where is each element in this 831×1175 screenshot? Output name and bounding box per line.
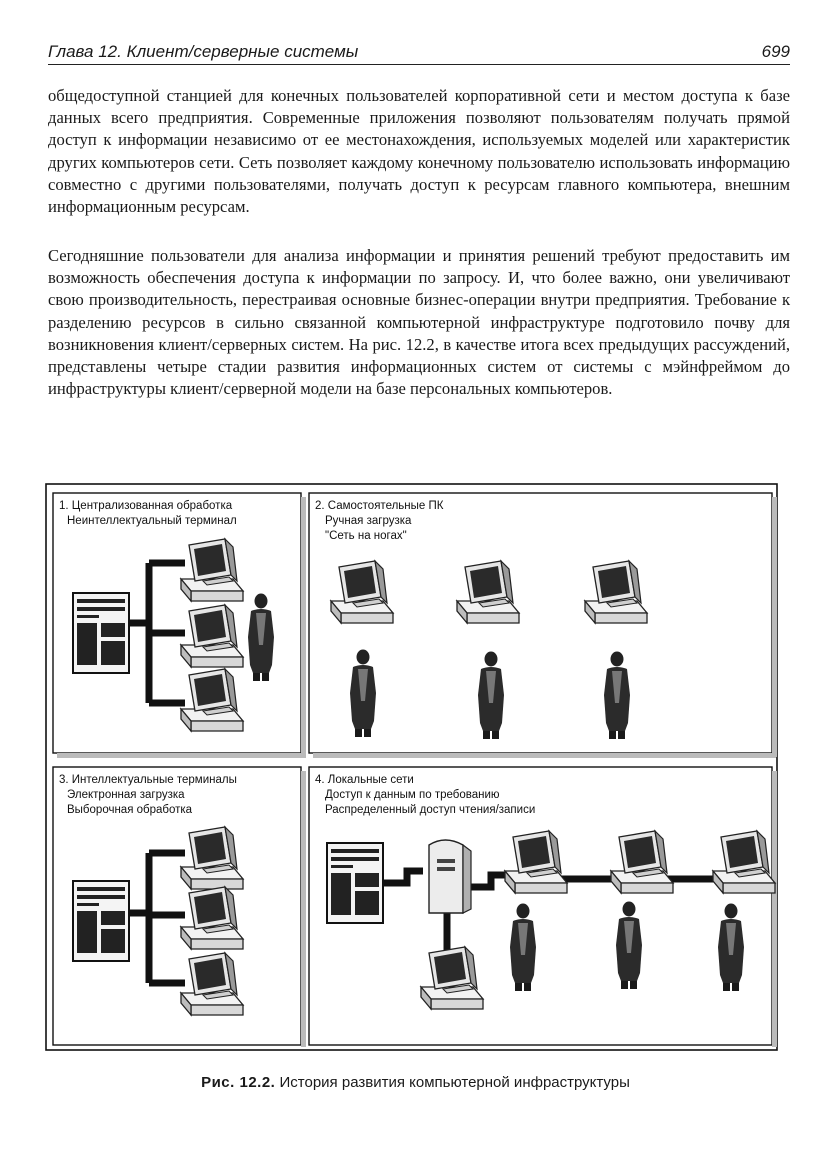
caption-label: Рис. 12.2.	[201, 1074, 276, 1091]
panel-1	[53, 493, 306, 758]
page-number: 699	[761, 42, 790, 61]
panel-2-title: 2. Самостоятельные ПК	[315, 500, 444, 512]
panel-2-note: "Сеть на ногах"	[325, 530, 407, 542]
panel-4-subtitle: Доступ к данным по требованию	[325, 789, 500, 801]
panel-3-note: Выборочная обработка	[67, 804, 193, 816]
panel-3-subtitle: Электронная загрузка	[67, 789, 185, 801]
panel-3-title: 3. Интеллектуальные терминалы	[59, 774, 237, 786]
panel-1-title: 1. Централизованная обработка	[59, 500, 233, 512]
figure-caption	[0, 1074, 831, 1091]
panel-2-subtitle: Ручная загрузка	[325, 515, 412, 527]
chapter-title: Глава 12. Клиент/серверные системы	[48, 42, 359, 61]
caption-text: История развития компьютерной инфраструктуры	[279, 1074, 630, 1091]
paragraph-2: Сегодняшние пользователи для анализа информации и принятия решений требуют предоставить им возможность обеспечения доступа к информации по запросу. И, что более важно, они увеличивают свою производительность, перестраивая основные бизнес-операции внутри предприятия. Требование к разделению ресурсов в сильно связанной компьютерной инфраструктуре подготовило почву для возникновения клиент/серверных систем. На рис. 12.2, в качестве итога всех предыдущих рассуждений, представлены четыре стадии развития информационных систем от системы с мэйнфреймом до инфраструктуры клиент/серверной модели на базе персональных компьютеров.	[48, 246, 790, 399]
figure-12-2	[45, 483, 778, 1051]
panel-4-note: Распределенный доступ чтения/записи	[325, 804, 536, 816]
panel-4	[309, 767, 777, 1047]
panel-1-subtitle: Неинтеллектуальный терминал	[67, 515, 237, 527]
panel-2	[309, 493, 777, 758]
panel-3	[53, 767, 306, 1047]
paragraph-1: общедоступной станцией для конечных пользователей корпоративной сети и местом доступа к базе данных всего предприятия. Современные приложения позволяют пользователям получать прямой доступ к информации независимо от ее местонахождения, используемых моделей или характеристик других компьютеров сети. Сеть позволяет каждому конечному пользователю использовать информацию совместно с другими пользователями, получать доступ к ресурсам главного компьютера, внешним информационным ресурсам.	[48, 86, 790, 217]
panel-4-title: 4. Локальные сети	[315, 774, 414, 786]
running-header	[48, 38, 790, 65]
